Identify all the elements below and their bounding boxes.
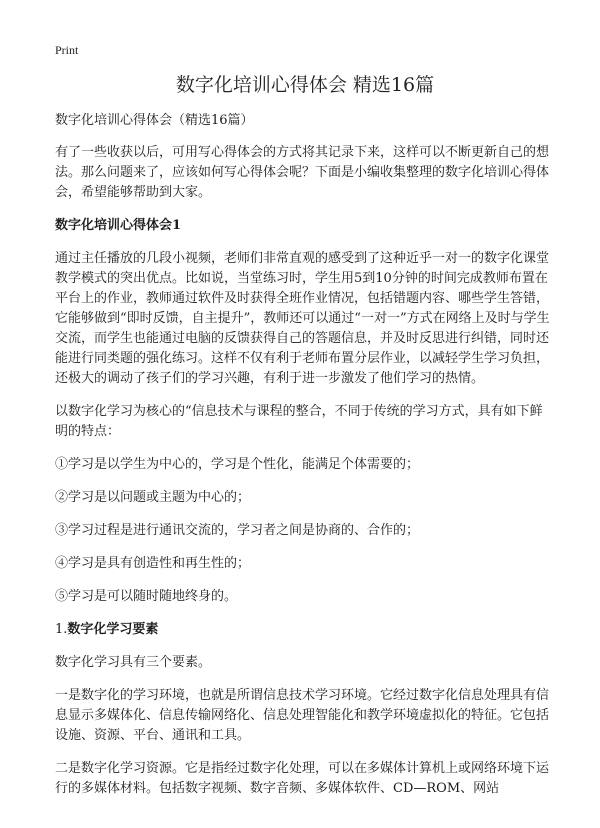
intro-paragraph: 有了一些收获以后，可用写心得体会的方式将其记录下来，这样可以不断更新自己的想法。那么问题来了，应该如何写心得体会呢？下面是小编收集整理的数字化培训心得体会，希望能够帮助到大家。 (55, 145, 550, 200)
print-link[interactable]: Print (55, 43, 79, 57)
list-item: ①学习是以学生为中心的，学习是个性化，能满足个体需要的； (55, 457, 420, 472)
sub-heading-text: 数字化学习要素 (67, 622, 159, 637)
section1-paragraph-2: 以数字化学习为核心的“信息技术与课程的整合，不同于传统的学习方式，具有如下鲜明的特点： (55, 404, 543, 439)
document-body (55, 72, 555, 812)
element-paragraph-2: 二是数字化学习资源。它是指经过数字化处理，可以在多媒体计算机上或网络环境下运行的多媒体材料。包括数字视频、数字音频、多媒体软件、CD—ROM、网站 (55, 761, 550, 796)
sub-heading (55, 620, 555, 640)
section-heading-1: 数字化培训心得体会1 (55, 218, 182, 233)
list-item: ④学习是具有创造性和再生性的； (55, 556, 251, 571)
elements-intro: 数字化学习具有三个要素。 (55, 655, 212, 670)
element-paragraph-1: 一是数字化的学习环境，也就是所谓信息技术学习环境。它经过数字化信息处理具有信息显示多媒体化、信息传输网络化、信息处理智能化和教学环境虚拟化的特征。它包括设施、资源、平台、通讯和工具。 (55, 688, 550, 743)
document-subtitle: 数字化培训心得体会（精选16篇） (55, 113, 254, 128)
page-title: 数字化培训心得体会 精选16篇 (175, 74, 435, 96)
list-item: ②学习是以问题或主题为中心的； (55, 490, 251, 505)
section1-paragraph-1: 通过主任播放的几段小视频，老师们非常直观的感受到了这种近乎一对一的数字化课堂教学模式的突出优点。比如说，当堂练习时，学生用5到10分钟的时间完成教师布置在平台上的作业，教师通过软件及时获得全班作业情况，包括错题内容、哪些学生答错，它能够做到“即时反馈，自主提升”，教师还可以通过“一对一”方式在网络上及时与学生交流，而学生也能通过电脑的反馈获得自己的答题信息，并及时反思进行纠错，同时还能进行同类题的强化练习。这样不仅有利于老师布置分层作业，以减轻学生学习负担，还极大的调动了孩子们的学习兴趣，有利于进一步激发了他们学习的热情。 (55, 251, 550, 386)
sub-heading-number: 1. (55, 622, 68, 637)
list-item: ③学习过程是进行通讯交流的，学习者之间是协商的、合作的； (55, 523, 420, 538)
list-item: ⑤学习是可以随时随地终身的。 (55, 589, 238, 604)
